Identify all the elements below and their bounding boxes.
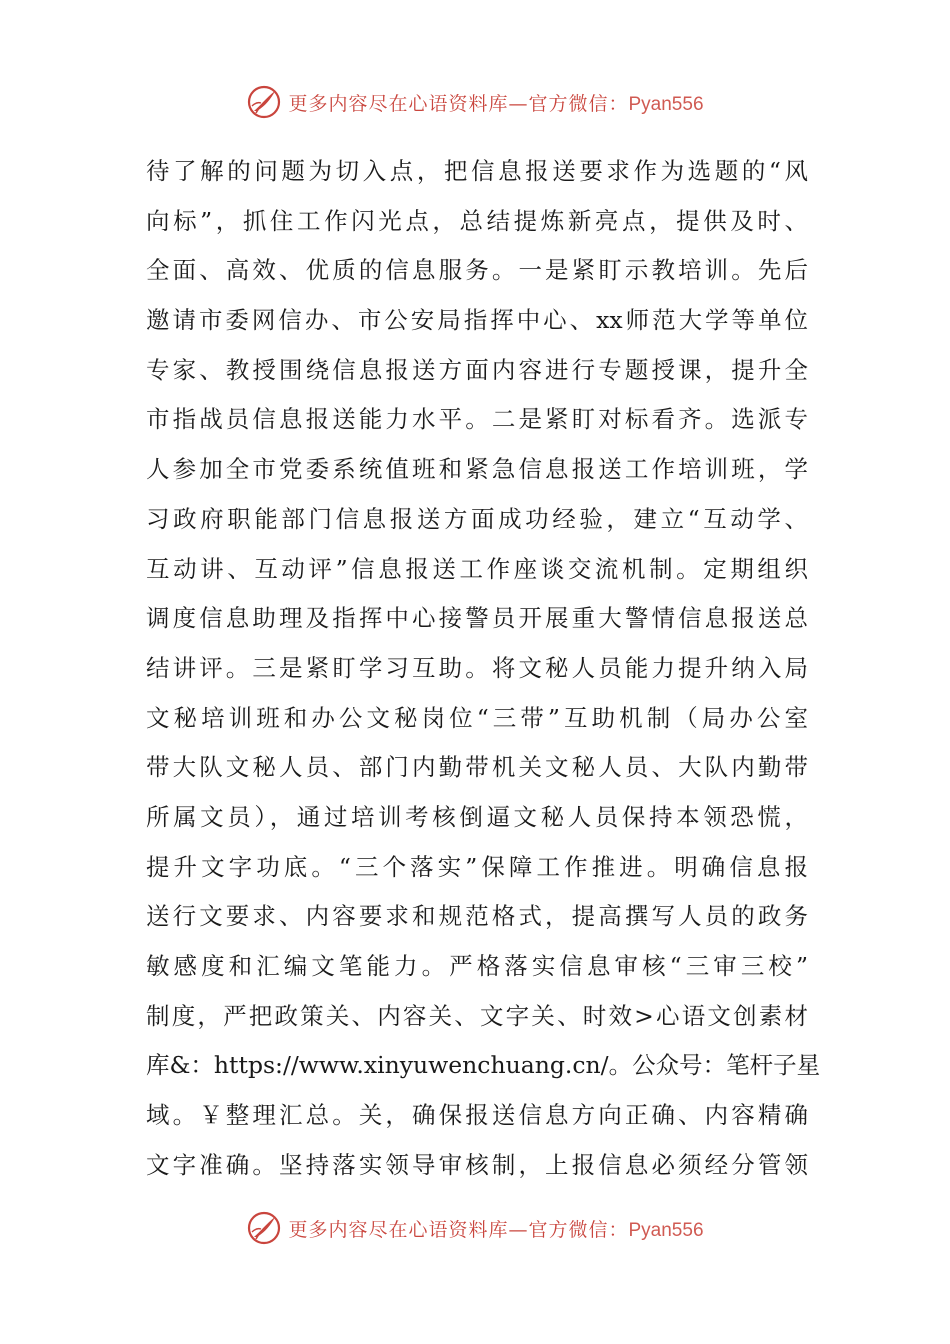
body-line: 送行文要求、内容要求和规范格式，提高撰写人员的政务 [146, 902, 808, 931]
body-line: 市指战员信息报送能力水平。二是紧盯对标看齐。选派专 [146, 405, 808, 434]
body-line: 全面、高效、优质的信息服务。一是紧盯示教培训。先后 [146, 256, 808, 285]
body-line: 制度，严把政策关、内容关、文字关、时效>心语文创素材 [146, 1001, 808, 1030]
quill-pen-logo-icon [246, 1210, 282, 1246]
body-line: 文秘培训班和办公文秘岗位“三带”互助机制（局办公室 [146, 703, 808, 732]
body-line: 人参加全市党委系统值班和紧急信息报送工作培训班，学 [146, 455, 808, 484]
body-line: 邀请市委网信办、市公安局指挥中心、xx师范大学等单位 [146, 306, 808, 335]
body-line: 库&：https://www.xinyuwenchuang.cn/。公众号：笔杆子星 [146, 1051, 821, 1080]
footer-watermark-handle: Pyan556 [628, 1219, 704, 1241]
body-line: 提升文字功底。“三个落实”保障工作推进。明确信息报 [146, 852, 808, 881]
body-line: 习政府职能部门信息报送方面成功经验，建立“互动学、 [146, 504, 808, 533]
body-line: 专家、教授围绕信息报送方面内容进行专题授课，提升全 [146, 355, 808, 384]
footer-watermark-text: 更多内容尽在心语资料库—官方微信：Pyan556 [288, 1218, 704, 1241]
document-body [146, 147, 821, 1190]
body-line: 带大队文秘人员、部门内勤带机关文秘人员、大队内勤带 [146, 753, 808, 782]
footer-watermark [0, 1208, 950, 1248]
quill-pen-logo-icon [246, 84, 282, 120]
body-line: 待了解的问题为切入点，把信息报送要求作为选题的“风 [146, 157, 808, 185]
header-watermark-text: 更多内容尽在心语资料库—官方微信：Pyan556 [288, 92, 704, 115]
body-line: 向标”，抓住工作闪光点，总结提炼新亮点，提供及时、 [146, 206, 808, 235]
body-line: 敏感度和汇编文笔能力。严格落实信息审核“三审三校” [146, 952, 808, 980]
body-line: 域。￥整理汇总。关，确保报送信息方向正确、内容精确 [146, 1101, 808, 1130]
header-watermark [0, 82, 950, 122]
body-line: 调度信息助理及指挥中心接警员开展重大警情信息报送总 [146, 604, 808, 633]
body-line: 所属文员），通过培训考核倒逼文秘人员保持本领恐慌， [146, 802, 808, 831]
header-watermark-handle: Pyan556 [628, 93, 704, 115]
body-line: 结讲评。三是紧盯学习互助。将文秘人员能力提升纳入局 [146, 653, 808, 682]
body-line: 互动讲、互动评”信息报送工作座谈交流机制。定期组织 [146, 554, 808, 583]
body-line: 文字准确。坚持落实领导审核制，上报信息必须经分管领 [146, 1150, 808, 1179]
